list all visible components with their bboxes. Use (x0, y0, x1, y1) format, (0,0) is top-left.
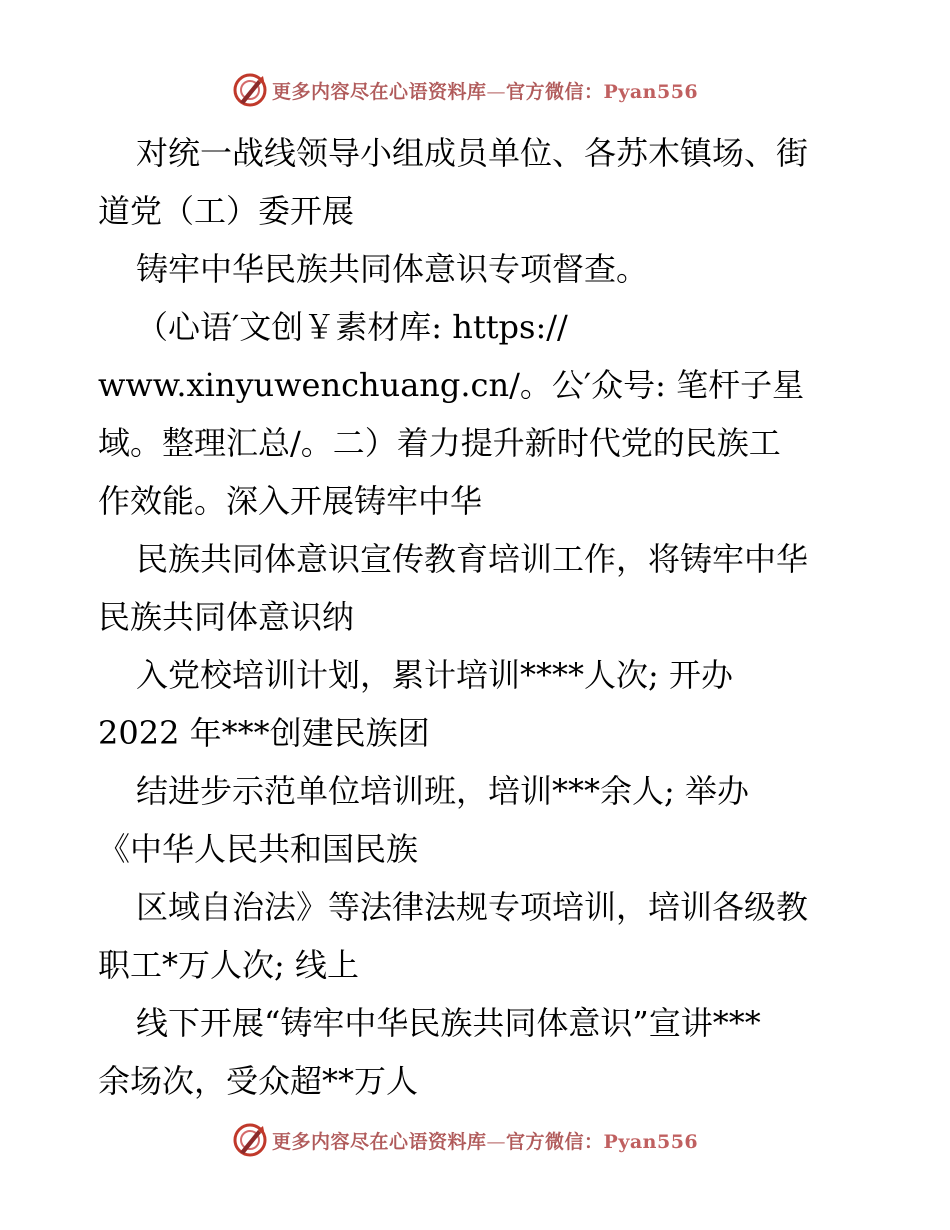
text-line: 线下开展“铸牢中华民族共同体意识”宣讲*** (136, 1004, 761, 1042)
text-line: 民族共同体意识宣传教育培训工作，将铸牢中华 (136, 540, 809, 578)
footer-wechat-label: 官方微信： (506, 1130, 604, 1153)
text-line: 结进步示范单位培训班，培训***余人; 举办 (136, 772, 749, 810)
header-wechat-id: Pyan556 (603, 80, 699, 103)
footer-separator: — (486, 1130, 507, 1153)
text-line: 余场次，受众超**万人 (98, 1062, 419, 1100)
header-wechat-label: 官方微信： (506, 80, 604, 103)
text-line: 作效能。深入开展铸牢中华 (98, 482, 483, 520)
footer-slogan: 更多内容尽在心语资料库 (272, 1130, 487, 1153)
body-text (98, 124, 868, 1110)
brand-logo-icon (232, 1122, 268, 1158)
text-line: 《中华人民共和国民族 (98, 830, 419, 868)
text-line: 2022 年***创建民族团 (98, 714, 430, 752)
text-line: 道党（工）委开展 (98, 192, 355, 230)
footer-banner (232, 1120, 752, 1160)
footer-wechat-id: Pyan556 (603, 1130, 699, 1153)
header-banner (232, 70, 752, 110)
text-line: 区域自治法》等法律法规专项培训，培训各级教 (136, 888, 809, 926)
footer-banner-text (272, 1127, 698, 1154)
header-banner-text (272, 77, 698, 104)
text-line: （心语′文创￥素材库: https:// (136, 308, 568, 346)
header-separator: — (486, 80, 507, 103)
text-line: 入党校培训计划，累计培训****人次; 开办 (136, 656, 733, 694)
text-line: 铸牢中华民族共同体意识专项督查。 (136, 250, 649, 288)
text-line: 域。整理汇总/。二）着力提升新时代党的民族工 (98, 424, 781, 462)
text-line: www.xinyuwenchuang.cn/。公′众号: 笔杆子星 (98, 366, 805, 404)
header-slogan: 更多内容尽在心语资料库 (272, 80, 487, 103)
brand-logo-icon (232, 72, 268, 108)
text-line: 对统一战线领导小组成员单位、各苏木镇场、街 (136, 134, 809, 172)
text-line: 职工*万人次; 线上 (98, 946, 359, 984)
text-line: 民族共同体意识纳 (98, 598, 355, 636)
